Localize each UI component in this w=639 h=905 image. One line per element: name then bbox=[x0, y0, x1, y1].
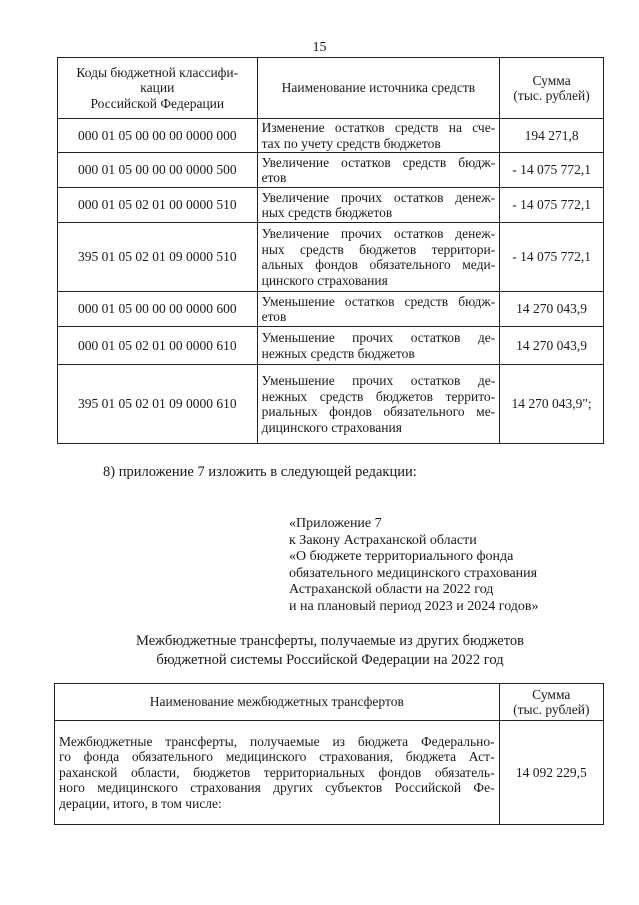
section-title-line: Межбюджетные трансферты, получаемые из других бюджетов bbox=[136, 633, 524, 649]
row-name bbox=[257, 119, 500, 153]
appendix-line: обязательного медицинского страхования bbox=[289, 565, 538, 581]
header-sum-line: Сумма bbox=[532, 686, 571, 702]
row-name-line: дерации, итого, в том числе: bbox=[59, 795, 222, 811]
page-number: 15 bbox=[312, 40, 327, 55]
appendix-line: к Закону Астраханской области bbox=[289, 532, 477, 548]
table-row bbox=[58, 292, 604, 327]
row-name-line: Уменьшение прочих остатков де- bbox=[261, 330, 496, 345]
sources-table bbox=[57, 57, 604, 444]
header-code-line: Коды бюджетной классифи- bbox=[76, 64, 239, 80]
row-code: 000 01 05 02 01 00 0000 510 bbox=[58, 188, 258, 223]
row-name bbox=[55, 721, 500, 825]
row-sum: - 14 075 772,1 bbox=[500, 223, 604, 292]
row-name-line: риальных фондов обязательного ме- bbox=[261, 404, 496, 419]
row-name-line: нежных средств бюджетов bbox=[261, 345, 415, 361]
row-name bbox=[257, 292, 500, 327]
header-code-line: кации bbox=[140, 80, 175, 96]
row-sum: - 14 075 772,1 bbox=[500, 188, 604, 223]
row-sum: 14 270 043,9 bbox=[500, 327, 604, 365]
appendix-line: «Приложение 7 bbox=[289, 516, 382, 531]
row-name-line: Межбюджетные трансферты, получаемые из бюджета Федерально- bbox=[59, 733, 495, 749]
table-header-row bbox=[58, 58, 604, 119]
row-name-line: тах по учету средств бюджетов bbox=[261, 135, 441, 151]
table-row bbox=[58, 153, 604, 188]
table-header-row bbox=[55, 684, 604, 721]
row-name-line: ного медицинского страхования других субъектов Российской Фе- bbox=[59, 780, 495, 796]
row-name bbox=[257, 188, 500, 223]
row-name-line: етов bbox=[261, 170, 287, 185]
row-name-line: нежных средств бюджетов террито- bbox=[261, 388, 496, 404]
appendix-block bbox=[289, 516, 539, 615]
row-name-line: Изменение остатков средств на сче- bbox=[261, 120, 496, 135]
header-code-line: Российской Федерации bbox=[90, 95, 225, 111]
row-sum: 14 270 043,9"; bbox=[500, 365, 604, 444]
appendix-line: Астраханской области на 2022 год bbox=[289, 582, 494, 597]
header-code bbox=[58, 58, 258, 119]
row-name-line: етов bbox=[261, 309, 287, 324]
table-row bbox=[55, 721, 604, 825]
row-name-line: Уменьшение остатков средств бюдж- bbox=[261, 293, 496, 309]
row-name bbox=[257, 365, 500, 444]
appendix-line: и на плановый период 2023 и 2024 годов» bbox=[289, 598, 539, 614]
row-name-line: раханской области, бюджетов территориальных фондов обязатель- bbox=[59, 764, 495, 780]
header-name: Наименование межбюджетных трансфертов bbox=[55, 684, 500, 721]
table-row bbox=[58, 327, 604, 365]
row-code: 000 01 05 02 01 00 0000 610 bbox=[58, 327, 258, 365]
row-code: 000 01 05 00 00 00 0000 600 bbox=[58, 292, 258, 327]
header-sum bbox=[499, 684, 603, 721]
row-name-line: ных средств бюджетов bbox=[261, 205, 393, 220]
row-name-line: дицинского страхования bbox=[261, 419, 402, 435]
row-name-line: Уменьшение прочих остатков де- bbox=[261, 373, 496, 388]
row-sum: - 14 075 772,1 bbox=[500, 153, 604, 188]
row-name-line: Увеличение прочих остатков денеж- bbox=[261, 189, 496, 205]
section-title bbox=[0, 632, 639, 670]
appendix-line: «О бюджете территориального фонда bbox=[289, 549, 514, 564]
row-name-line: Увеличение прочих остатков денеж- bbox=[261, 226, 496, 241]
row-name-line: цинского страхования bbox=[261, 272, 388, 288]
row-name bbox=[257, 153, 500, 188]
header-name: Наименование источника средств bbox=[257, 58, 500, 119]
table-row bbox=[58, 365, 604, 444]
transfers-table bbox=[54, 683, 604, 825]
row-sum: 14 092 229,5 bbox=[499, 721, 603, 825]
header-sum-line: (тыс. рублей) bbox=[513, 702, 590, 717]
header-sum bbox=[500, 58, 604, 119]
row-code: 000 01 05 00 00 00 0000 500 bbox=[58, 153, 258, 188]
row-name-line: ных средств бюджетов территори- bbox=[261, 241, 496, 257]
row-name-line: альных фондов обязательного меди- bbox=[261, 257, 496, 272]
row-sum: 194 271,8 bbox=[500, 119, 604, 153]
row-name-line: Увеличение остатков средств бюдж- bbox=[261, 154, 496, 170]
row-code: 395 01 05 02 01 09 0000 510 bbox=[58, 223, 258, 292]
section-title-line: бюджетной системы Российской Федерации на 2022 год bbox=[156, 652, 504, 668]
table-row bbox=[58, 223, 604, 292]
table-row bbox=[58, 188, 604, 223]
row-name bbox=[257, 223, 500, 292]
row-sum: 14 270 043,9 bbox=[500, 292, 604, 327]
table-row bbox=[58, 119, 604, 153]
header-sum-line: (тыс. рублей) bbox=[513, 88, 590, 103]
header-sum-line: Сумма bbox=[532, 72, 571, 88]
row-code: 395 01 05 02 01 09 0000 610 bbox=[58, 365, 258, 444]
row-name-line: го фонда обязательного медицинского страхования, бюджета Аст- bbox=[59, 749, 495, 765]
row-name bbox=[257, 327, 500, 365]
row-code: 000 01 05 00 00 00 0000 000 bbox=[58, 119, 258, 153]
amendment-text: 8) приложение 7 изложить в следующей редакции: bbox=[103, 464, 417, 480]
